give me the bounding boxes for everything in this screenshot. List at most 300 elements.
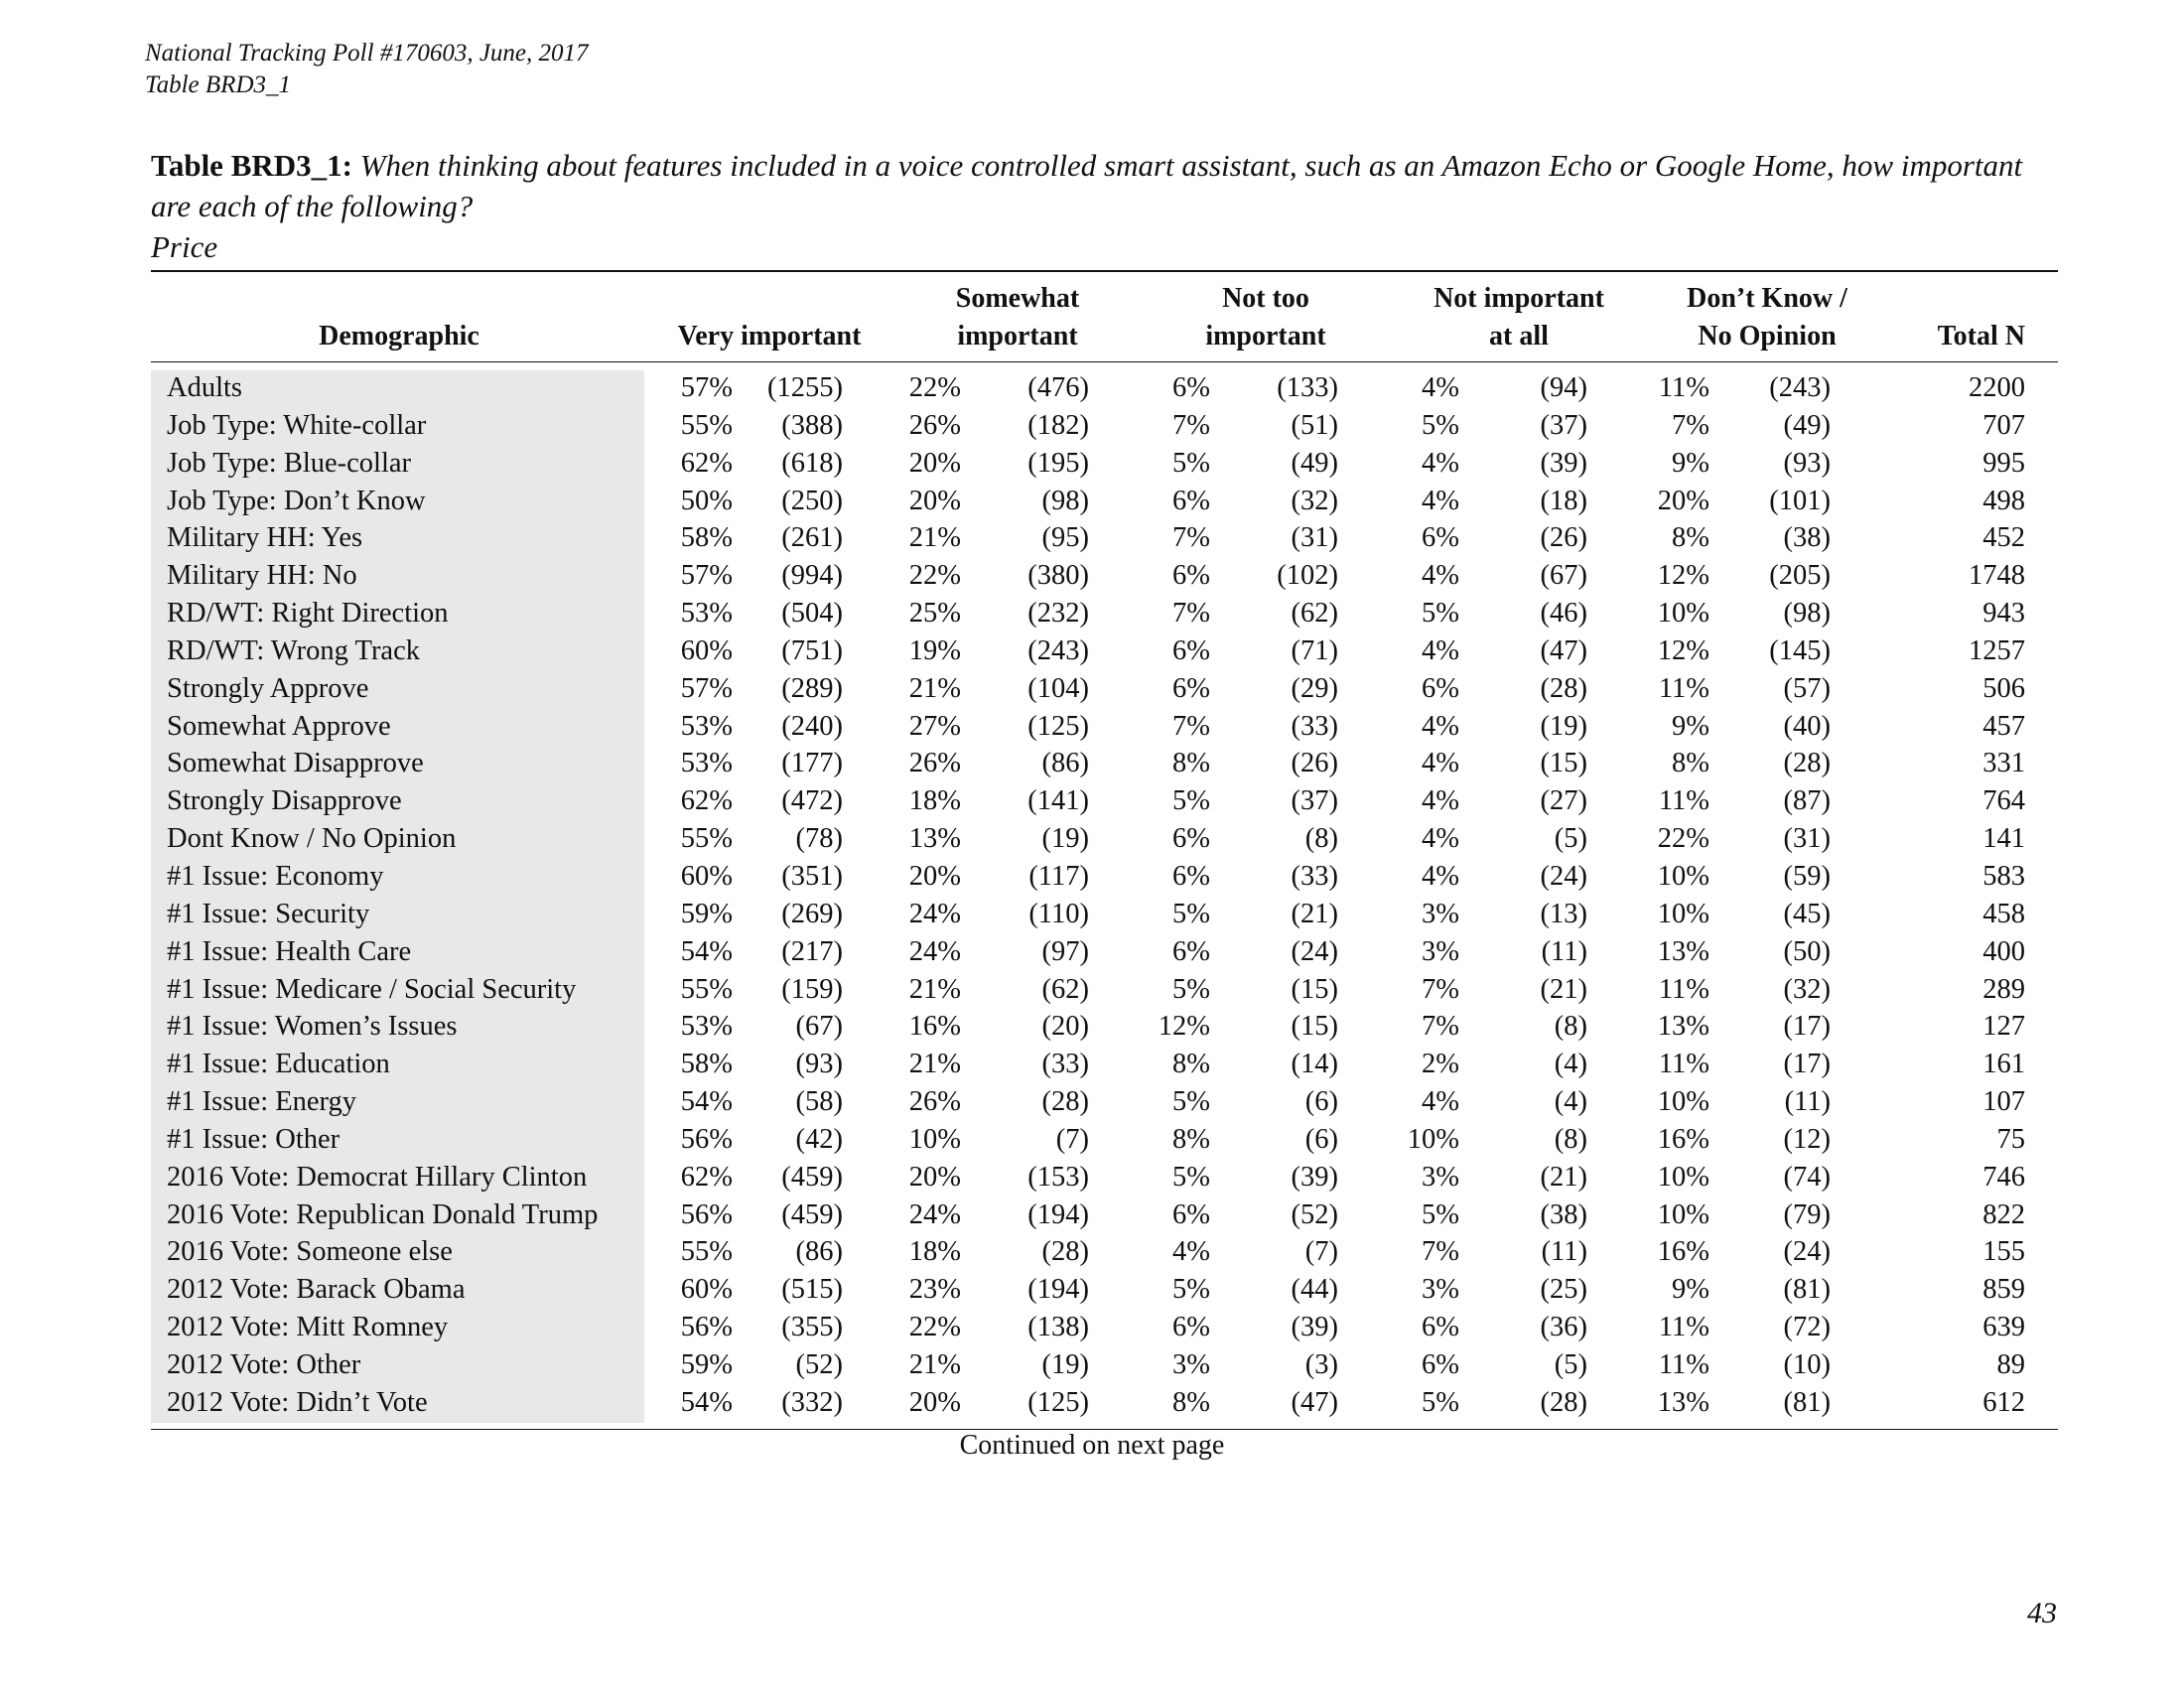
cell-dk-n: (243) <box>1769 372 1831 403</box>
cell-notimp-pct: 4% <box>1422 1086 1459 1118</box>
cell-nottoo-pct: 6% <box>1172 372 1210 403</box>
cell-somewhat-n: (7) <box>1055 1123 1089 1155</box>
demographic-label: Job Type: Don’t Know <box>167 485 426 516</box>
cell-somewhat-n: (243) <box>1027 634 1089 666</box>
cell-somewhat-n: (97) <box>1041 935 1089 967</box>
cell-notimp-pct: 4% <box>1422 860 1459 892</box>
cell-very-pct: 62% <box>680 785 733 817</box>
poll-title: National Tracking Poll #170603, June, 2017 <box>145 40 589 67</box>
cell-somewhat-n: (62) <box>1041 973 1089 1005</box>
cell-dk-pct: 11% <box>1658 1049 1709 1080</box>
cell-nottoo-n: (44) <box>1291 1274 1338 1306</box>
cell-very-n: (159) <box>781 973 843 1005</box>
cell-dk-pct: 16% <box>1657 1123 1709 1155</box>
cell-somewhat-n: (19) <box>1041 1348 1089 1380</box>
cell-very-n: (58) <box>795 1086 843 1118</box>
demographic-label: Strongly Approve <box>167 672 369 704</box>
table-row <box>151 972 2058 1010</box>
cell-nottoo-pct: 8% <box>1172 1386 1210 1418</box>
cell-notimp-n: (39) <box>1540 447 1587 479</box>
cell-dk-n: (79) <box>1783 1198 1831 1230</box>
cell-total-n: 2200 <box>1969 372 2025 403</box>
cell-very-pct: 56% <box>680 1198 733 1230</box>
cell-nottoo-n: (62) <box>1291 598 1338 630</box>
cell-nottoo-n: (29) <box>1291 672 1338 704</box>
cell-notimp-n: (4) <box>1554 1049 1587 1080</box>
cell-very-n: (1255) <box>767 372 843 403</box>
cell-nottoo-pct: 6% <box>1172 634 1210 666</box>
cell-dk-n: (17) <box>1783 1049 1831 1080</box>
cell-dk-pct: 7% <box>1672 409 1709 441</box>
col-somewhat-line2: important <box>957 321 1078 352</box>
cell-dk-pct: 11% <box>1658 672 1709 704</box>
table-row <box>151 408 2058 446</box>
cell-nottoo-n: (133) <box>1277 372 1338 403</box>
cell-nottoo-pct: 5% <box>1172 447 1210 479</box>
cell-total-n: 943 <box>1982 598 2025 630</box>
cell-very-n: (261) <box>781 522 843 554</box>
cell-very-pct: 53% <box>680 710 733 742</box>
cell-notimp-pct: 6% <box>1422 672 1459 704</box>
cell-somewhat-pct: 24% <box>908 1198 961 1230</box>
cell-nottoo-pct: 6% <box>1172 1198 1210 1230</box>
demographic-label: 2012 Vote: Barack Obama <box>167 1274 466 1306</box>
cell-total-n: 995 <box>1982 447 2025 479</box>
cell-notimp-pct: 4% <box>1422 710 1459 742</box>
demographic-label: Strongly Disapprove <box>167 785 402 817</box>
cell-nottoo-pct: 4% <box>1172 1236 1210 1268</box>
cell-somewhat-n: (33) <box>1041 1049 1089 1080</box>
caption-subtitle: Price <box>151 229 218 264</box>
cell-very-pct: 54% <box>680 1386 733 1418</box>
cell-somewhat-n: (232) <box>1027 598 1089 630</box>
cell-notimp-pct: 2% <box>1422 1049 1459 1080</box>
cell-dk-pct: 20% <box>1657 485 1709 516</box>
cell-somewhat-pct: 21% <box>908 1049 961 1080</box>
table-row <box>151 821 2058 859</box>
cell-very-n: (269) <box>781 898 843 929</box>
cell-notimp-n: (38) <box>1540 1198 1587 1230</box>
cell-very-n: (994) <box>781 560 843 592</box>
table-row <box>151 370 2058 408</box>
table-row <box>151 1009 2058 1047</box>
col-not-too-important <box>1142 280 1390 355</box>
table-row <box>151 596 2058 633</box>
cell-very-pct: 50% <box>680 485 733 516</box>
table-row <box>151 484 2058 521</box>
col-not-important-at-all <box>1390 280 1648 355</box>
cell-dk-pct: 13% <box>1657 1011 1709 1043</box>
cell-nottoo-n: (33) <box>1291 710 1338 742</box>
cell-somewhat-pct: 21% <box>908 973 961 1005</box>
cell-very-n: (67) <box>795 1011 843 1043</box>
cell-total-n: 127 <box>1982 1011 2025 1043</box>
cell-dk-pct: 11% <box>1658 1348 1709 1380</box>
cell-very-n: (751) <box>781 634 843 666</box>
cell-notimp-n: (24) <box>1540 860 1587 892</box>
demographic-label: #1 Issue: Health Care <box>167 935 412 967</box>
cell-notimp-n: (46) <box>1540 598 1587 630</box>
cell-notimp-pct: 3% <box>1422 898 1459 929</box>
cell-very-pct: 62% <box>680 1161 733 1193</box>
cell-total-n: 141 <box>1982 823 2025 855</box>
cell-dk-n: (98) <box>1783 598 1831 630</box>
col-demographic: Demographic <box>319 321 479 352</box>
cell-notimp-n: (5) <box>1554 1348 1587 1380</box>
cell-notimp-n: (15) <box>1540 748 1587 779</box>
col-somewhat-important <box>893 280 1142 355</box>
cell-dk-pct: 9% <box>1672 1274 1709 1306</box>
cell-nottoo-pct: 5% <box>1172 973 1210 1005</box>
demographic-label: Somewhat Approve <box>167 710 391 742</box>
cell-total-n: 155 <box>1982 1236 2025 1268</box>
cell-very-pct: 55% <box>680 409 733 441</box>
table-row <box>151 783 2058 821</box>
table-row <box>151 859 2058 897</box>
cell-very-n: (177) <box>781 748 843 779</box>
cell-very-n: (289) <box>781 672 843 704</box>
cell-very-n: (459) <box>781 1161 843 1193</box>
cell-somewhat-pct: 22% <box>908 372 961 403</box>
cell-dk-pct: 11% <box>1658 973 1709 1005</box>
cell-somewhat-n: (98) <box>1041 485 1089 516</box>
demographic-label: Somewhat Disapprove <box>167 748 424 779</box>
cell-dk-pct: 9% <box>1672 447 1709 479</box>
cell-nottoo-pct: 6% <box>1172 672 1210 704</box>
cell-notimp-n: (5) <box>1554 823 1587 855</box>
demographic-label: 2012 Vote: Other <box>167 1348 361 1380</box>
table-id: Table BRD3_1 <box>145 71 291 98</box>
table-row <box>151 1160 2058 1197</box>
cell-somewhat-pct: 24% <box>908 935 961 967</box>
cell-total-n: 452 <box>1982 522 2025 554</box>
cell-notimp-n: (37) <box>1540 409 1587 441</box>
demographic-label: #1 Issue: Women’s Issues <box>167 1011 458 1043</box>
caption-question: When thinking about features included in a voice controlled smart assistant, such as an Amazon Echo or Google Home, how important are each of the following? <box>151 148 2023 223</box>
header-rule <box>151 361 2058 362</box>
demographic-label: Dont Know / No Opinion <box>167 823 457 855</box>
cell-dk-n: (145) <box>1769 634 1831 666</box>
cell-notimp-n: (21) <box>1540 973 1587 1005</box>
cell-very-pct: 62% <box>680 447 733 479</box>
table-row <box>151 1347 2058 1385</box>
cell-notimp-n: (36) <box>1540 1312 1587 1343</box>
cell-notimp-pct: 7% <box>1422 1236 1459 1268</box>
demographic-label: RD/WT: Right Direction <box>167 598 449 630</box>
cell-nottoo-pct: 6% <box>1172 935 1210 967</box>
cell-notimp-pct: 7% <box>1422 973 1459 1005</box>
demographic-label: Job Type: White-collar <box>167 409 427 441</box>
col-dont-know <box>1643 280 1891 355</box>
demographic-label: Adults <box>167 372 243 403</box>
cell-dk-n: (74) <box>1783 1161 1831 1193</box>
cell-total-n: 506 <box>1982 672 2025 704</box>
cell-notimp-n: (67) <box>1540 560 1587 592</box>
cell-total-n: 89 <box>1996 1348 2025 1380</box>
demographic-label: 2012 Vote: Didn’t Vote <box>167 1386 428 1418</box>
cell-dk-pct: 9% <box>1672 710 1709 742</box>
cell-nottoo-n: (71) <box>1291 634 1338 666</box>
cell-nottoo-n: (21) <box>1291 898 1338 929</box>
cell-very-n: (93) <box>795 1049 843 1080</box>
cell-notimp-n: (8) <box>1554 1123 1587 1155</box>
cell-somewhat-pct: 13% <box>908 823 961 855</box>
cell-total-n: 400 <box>1982 935 2025 967</box>
cell-dk-n: (72) <box>1783 1312 1831 1343</box>
col-somewhat-line1: Somewhat <box>955 283 1080 314</box>
table-row <box>151 1047 2058 1084</box>
cell-total-n: 746 <box>1982 1161 2025 1193</box>
cell-very-pct: 56% <box>680 1123 733 1155</box>
cell-notimp-pct: 4% <box>1422 823 1459 855</box>
cell-notimp-n: (19) <box>1540 710 1587 742</box>
cell-dk-n: (24) <box>1783 1236 1831 1268</box>
cell-dk-n: (57) <box>1783 672 1831 704</box>
col-nottoo-line2: important <box>1205 321 1326 352</box>
cell-somewhat-n: (125) <box>1027 710 1089 742</box>
table-row <box>151 1084 2058 1122</box>
cell-dk-pct: 10% <box>1657 598 1709 630</box>
cell-somewhat-n: (20) <box>1041 1011 1089 1043</box>
table-row <box>151 897 2058 934</box>
cell-total-n: 498 <box>1982 485 2025 516</box>
cell-somewhat-pct: 26% <box>908 1086 961 1118</box>
cell-very-n: (217) <box>781 935 843 967</box>
cell-dk-n: (49) <box>1783 409 1831 441</box>
cell-very-pct: 55% <box>680 973 733 1005</box>
demographic-label: #1 Issue: Other <box>167 1123 341 1155</box>
cell-notimp-pct: 5% <box>1422 598 1459 630</box>
cell-somewhat-pct: 26% <box>908 748 961 779</box>
cell-notimp-n: (25) <box>1540 1274 1587 1306</box>
cell-nottoo-pct: 5% <box>1172 898 1210 929</box>
demographic-label: #1 Issue: Security <box>167 898 370 929</box>
cell-very-pct: 58% <box>680 1049 733 1080</box>
cell-notimp-pct: 4% <box>1422 560 1459 592</box>
cell-somewhat-n: (141) <box>1027 785 1089 817</box>
cell-notimp-pct: 6% <box>1422 1312 1459 1343</box>
col-nottoo-line1: Not too <box>1222 283 1309 314</box>
cell-total-n: 457 <box>1982 710 2025 742</box>
table-row <box>151 746 2058 783</box>
cell-somewhat-pct: 20% <box>908 485 961 516</box>
cell-dk-n: (205) <box>1769 560 1831 592</box>
cell-total-n: 331 <box>1982 748 2025 779</box>
cell-nottoo-n: (49) <box>1291 447 1338 479</box>
cell-notimp-pct: 10% <box>1407 1123 1459 1155</box>
cell-somewhat-n: (28) <box>1041 1086 1089 1118</box>
cell-notimp-n: (26) <box>1540 522 1587 554</box>
cell-somewhat-n: (117) <box>1028 860 1089 892</box>
cell-somewhat-pct: 21% <box>908 1348 961 1380</box>
cell-very-n: (472) <box>781 785 843 817</box>
cell-somewhat-n: (95) <box>1041 522 1089 554</box>
cell-somewhat-pct: 18% <box>908 1236 961 1268</box>
cell-nottoo-pct: 6% <box>1172 823 1210 855</box>
demographic-label: 2016 Vote: Democrat Hillary Clinton <box>167 1161 588 1193</box>
cell-total-n: 583 <box>1982 860 2025 892</box>
cell-nottoo-pct: 6% <box>1172 1312 1210 1343</box>
cell-dk-pct: 12% <box>1657 634 1709 666</box>
cell-dk-pct: 13% <box>1657 1386 1709 1418</box>
cell-very-pct: 53% <box>680 598 733 630</box>
table-row <box>151 520 2058 558</box>
cell-nottoo-n: (102) <box>1277 560 1338 592</box>
table-row <box>151 1197 2058 1235</box>
cell-nottoo-pct: 5% <box>1172 1086 1210 1118</box>
cell-total-n: 1257 <box>1969 634 2025 666</box>
cell-nottoo-pct: 8% <box>1172 1049 1210 1080</box>
cell-nottoo-n: (15) <box>1291 1011 1338 1043</box>
cell-nottoo-pct: 3% <box>1172 1348 1210 1380</box>
cell-somewhat-pct: 10% <box>908 1123 961 1155</box>
cell-nottoo-pct: 6% <box>1172 860 1210 892</box>
cell-dk-pct: 22% <box>1657 823 1709 855</box>
data-table <box>151 370 2058 1423</box>
table-caption <box>151 145 2067 267</box>
cell-dk-n: (10) <box>1783 1348 1831 1380</box>
demographic-label: RD/WT: Wrong Track <box>167 634 420 666</box>
cell-dk-n: (32) <box>1783 973 1831 1005</box>
cell-nottoo-pct: 5% <box>1172 1161 1210 1193</box>
cell-very-pct: 60% <box>680 1274 733 1306</box>
cell-nottoo-n: (31) <box>1291 522 1338 554</box>
cell-notimp-n: (28) <box>1540 672 1587 704</box>
page-number: 43 <box>2027 1597 2057 1629</box>
cell-dk-n: (81) <box>1783 1274 1831 1306</box>
cell-dk-pct: 8% <box>1672 748 1709 779</box>
cell-somewhat-pct: 18% <box>908 785 961 817</box>
table-row <box>151 1385 2058 1423</box>
cell-dk-pct: 10% <box>1657 1086 1709 1118</box>
table-row <box>151 558 2058 596</box>
caption-label: Table BRD3_1: <box>151 148 352 183</box>
cell-nottoo-n: (33) <box>1291 860 1338 892</box>
table-row <box>151 633 2058 671</box>
cell-very-n: (459) <box>781 1198 843 1230</box>
cell-nottoo-pct: 8% <box>1172 748 1210 779</box>
cell-very-n: (86) <box>795 1236 843 1268</box>
cell-notimp-pct: 3% <box>1422 1274 1459 1306</box>
table-row <box>151 934 2058 972</box>
cell-very-pct: 60% <box>680 860 733 892</box>
cell-dk-pct: 10% <box>1657 898 1709 929</box>
cell-somewhat-pct: 25% <box>908 598 961 630</box>
cell-notimp-n: (18) <box>1540 485 1587 516</box>
cell-somewhat-n: (19) <box>1041 823 1089 855</box>
cell-very-n: (250) <box>781 485 843 516</box>
cell-dk-pct: 11% <box>1658 372 1709 403</box>
cell-total-n: 289 <box>1982 973 2025 1005</box>
cell-somewhat-pct: 24% <box>908 898 961 929</box>
cell-dk-n: (93) <box>1783 447 1831 479</box>
cell-very-pct: 60% <box>680 634 733 666</box>
demographic-label: #1 Issue: Energy <box>167 1086 357 1118</box>
cell-somewhat-pct: 22% <box>908 560 961 592</box>
cell-nottoo-pct: 12% <box>1158 1011 1210 1043</box>
continued-note: Continued on next page <box>959 1430 1225 1461</box>
cell-dk-n: (31) <box>1783 823 1831 855</box>
cell-dk-pct: 10% <box>1657 1198 1709 1230</box>
cell-nottoo-pct: 5% <box>1172 1274 1210 1306</box>
table-row <box>151 1234 2058 1272</box>
col-notimp-line2: at all <box>1489 321 1549 352</box>
cell-notimp-pct: 4% <box>1422 447 1459 479</box>
cell-very-n: (42) <box>795 1123 843 1155</box>
col-dk-line1: Don’t Know / <box>1687 283 1847 314</box>
demographic-label: Military HH: No <box>167 560 357 592</box>
cell-somewhat-n: (104) <box>1027 672 1089 704</box>
demographic-label: 2016 Vote: Republican Donald Trump <box>167 1198 599 1230</box>
col-total-n: Total N <box>1937 321 2025 352</box>
cell-somewhat-pct: 19% <box>908 634 961 666</box>
cell-very-pct: 59% <box>680 1348 733 1380</box>
table-row <box>151 1310 2058 1347</box>
demographic-label: #1 Issue: Economy <box>167 860 384 892</box>
cell-very-n: (351) <box>781 860 843 892</box>
cell-somewhat-pct: 23% <box>908 1274 961 1306</box>
cell-nottoo-pct: 5% <box>1172 785 1210 817</box>
cell-dk-pct: 10% <box>1657 1161 1709 1193</box>
cell-very-n: (515) <box>781 1274 843 1306</box>
cell-somewhat-pct: 27% <box>908 710 961 742</box>
cell-dk-n: (38) <box>1783 522 1831 554</box>
cell-nottoo-pct: 7% <box>1172 598 1210 630</box>
cell-dk-n: (81) <box>1783 1386 1831 1418</box>
cell-somewhat-pct: 21% <box>908 522 961 554</box>
cell-dk-n: (17) <box>1783 1011 1831 1043</box>
cell-somewhat-pct: 20% <box>908 1161 961 1193</box>
cell-very-n: (78) <box>795 823 843 855</box>
cell-notimp-pct: 3% <box>1422 1161 1459 1193</box>
cell-notimp-pct: 4% <box>1422 748 1459 779</box>
cell-somewhat-n: (195) <box>1027 447 1089 479</box>
cell-somewhat-pct: 20% <box>908 447 961 479</box>
cell-total-n: 639 <box>1982 1312 2025 1343</box>
cell-somewhat-n: (110) <box>1028 898 1089 929</box>
cell-somewhat-n: (28) <box>1041 1236 1089 1268</box>
cell-notimp-n: (13) <box>1540 898 1587 929</box>
cell-dk-pct: 8% <box>1672 522 1709 554</box>
cell-notimp-pct: 5% <box>1422 409 1459 441</box>
cell-somewhat-n: (194) <box>1027 1274 1089 1306</box>
cell-nottoo-n: (14) <box>1291 1049 1338 1080</box>
cell-notimp-n: (11) <box>1541 935 1587 967</box>
cell-total-n: 458 <box>1982 898 2025 929</box>
cell-dk-n: (45) <box>1783 898 1831 929</box>
cell-nottoo-n: (8) <box>1304 823 1338 855</box>
cell-somewhat-n: (153) <box>1027 1161 1089 1193</box>
cell-nottoo-n: (39) <box>1291 1312 1338 1343</box>
cell-somewhat-pct: 26% <box>908 409 961 441</box>
cell-nottoo-n: (3) <box>1304 1348 1338 1380</box>
cell-nottoo-n: (52) <box>1291 1198 1338 1230</box>
cell-nottoo-pct: 6% <box>1172 485 1210 516</box>
cell-somewhat-pct: 22% <box>908 1312 961 1343</box>
cell-total-n: 75 <box>1996 1123 2025 1155</box>
cell-notimp-pct: 3% <box>1422 935 1459 967</box>
cell-notimp-pct: 4% <box>1422 485 1459 516</box>
cell-very-pct: 57% <box>680 372 733 403</box>
cell-very-pct: 56% <box>680 1312 733 1343</box>
cell-somewhat-n: (125) <box>1027 1386 1089 1418</box>
cell-somewhat-n: (138) <box>1027 1312 1089 1343</box>
cell-nottoo-n: (47) <box>1291 1386 1338 1418</box>
cell-somewhat-n: (476) <box>1027 372 1089 403</box>
cell-very-n: (240) <box>781 710 843 742</box>
cell-nottoo-n: (37) <box>1291 785 1338 817</box>
cell-dk-pct: 12% <box>1657 560 1709 592</box>
